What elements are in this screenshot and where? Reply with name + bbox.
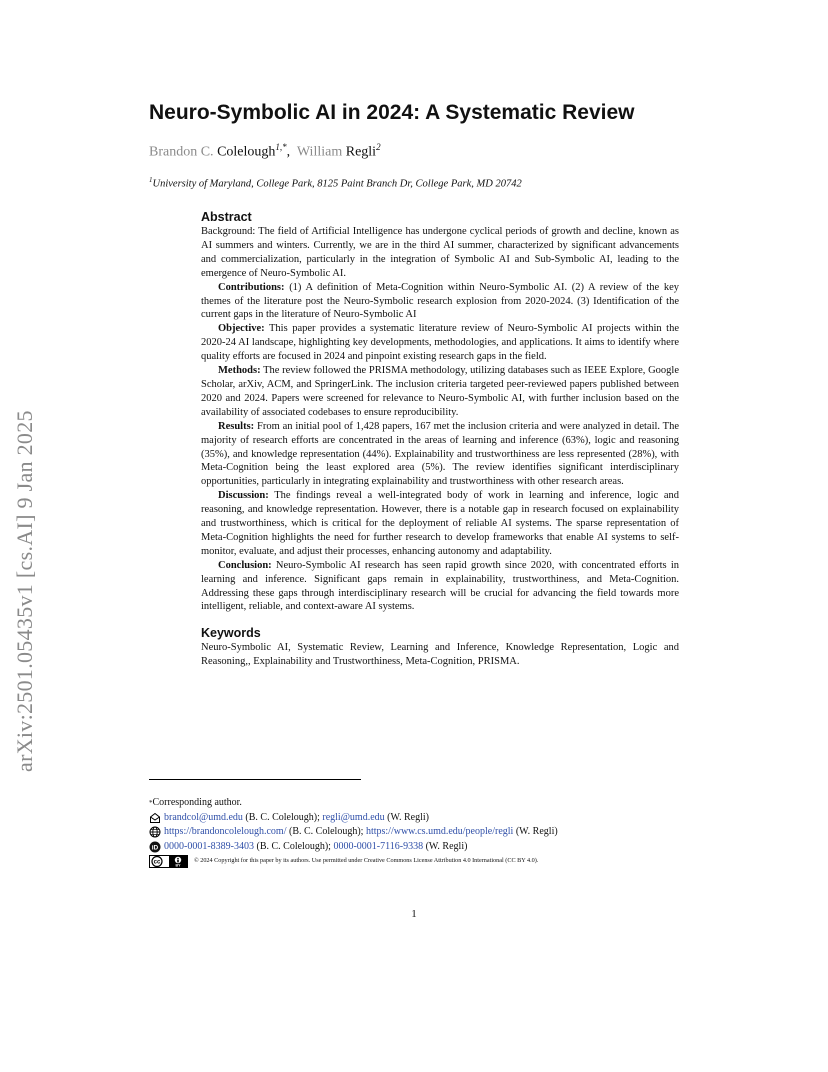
globe-icon [149, 826, 161, 838]
cc-by-icon [149, 855, 188, 868]
conclusion-label: Conclusion: [218, 559, 272, 571]
orcid-row [149, 840, 709, 855]
affiliation-mark: 1 [149, 176, 153, 184]
abstract-conclusion [201, 559, 679, 615]
author-list: Brandon C. Colelough$^{1,*}$, William Regli$^2$ [149, 142, 381, 160]
keywords-block [201, 626, 679, 669]
results-text: From an initial pool of 1,428 papers, 167 met the inclusion criteria and were analyzed in detail. The majority of research efforts are concentrated in the areas of learning and inference (63%), logic and reasoning (35%), and knowledge representation (44%). Explainability and trustworthiness are less represented (28%), with Meta-Cognition being the least explored area (5%). The review identifies significant interdisciplinary opportunities, particularly in integrating explainability and trustworthiness with other research areas. [201, 420, 680, 488]
keywords-heading: Keywords [201, 626, 261, 641]
keywords-text: Neuro-Symbolic AI, Systematic Review, Learning and Inference, Knowledge Representation, Logic and Reasoning,, Explainability and Trustworthiness, Meta-Cognition, PRISMA. [201, 642, 679, 668]
email-link-regli[interactable]: regli@umd.edu [322, 811, 385, 823]
cc-badge-sub: BY [175, 863, 181, 868]
abstract-methods [201, 364, 679, 420]
corresponding-text: Corresponding author. [152, 797, 242, 808]
abstract-heading: Abstract [201, 210, 252, 224]
conclusion-text: Neuro-Symbolic AI research has seen rapid growth since 2020, with concentrated efforts in learning and inference. Significant gaps remain in explainability, trustworthiness, and Meta-Cognition. Addressing these gaps through interdisciplinary research will be crucial for advancing the field towards more intelligent, reliable, and context-aware AI systems. [201, 559, 679, 613]
page-number: 1 [411, 908, 417, 920]
website-row [149, 825, 709, 840]
orcid-link-regli[interactable]: 0000-0001-7116-9338 [333, 840, 424, 852]
orcid-owner-regli: (W. Regli) [423, 840, 468, 852]
svg-text:iD: iD [151, 844, 159, 852]
website-link-regli[interactable]: https://www.cs.umd.edu/people/regli [365, 826, 514, 837]
abstract-background: Background: The field of Artificial Intelligence has undergone cyclical periods of growth and decline, known as AI summers and winters. Currently, we are in the third AI summer, characterized by significant advancements and commercialization, particularly in the integration of Symbolic AI and Sub-Symbolic AI, leading to the emergence of Neuro-Symbolic AI. [201, 226, 679, 279]
website-link-colelough[interactable]: https://brandoncolelough.com/ [164, 826, 287, 837]
arxiv-stamp: arXiv:2501.05435v1 [cs.AI] 9 Jan 2025 [12, 410, 37, 772]
orcid-icon [149, 841, 161, 853]
discussion-label: Discussion: [218, 490, 269, 502]
abstract-objective [201, 322, 679, 364]
discussion-text: The findings reveal a well-integrated body of work in learning and inference, logic and reasoning, and knowledge representation. However, there is a notable gap in research focused on explainability and trustworthiness, which is critical for the deployment of reliable AI systems. The sparse representation of Meta-Cognition highlights the need for further research to develop frameworks that enable AI systems to self-monitor, evaluate, and adjust their processes, enhancing autonomy and adaptability. [201, 490, 679, 557]
copyright-text: © 2024 Copyright for this paper by its authors. Use permitted under Creative Commons License Attribution 4.0 International (CC BY 4.0). [194, 857, 539, 864]
footnotes [149, 796, 709, 869]
methods-label: Methods: [218, 365, 261, 377]
affiliation [149, 176, 522, 190]
abstract-contributions [201, 281, 679, 323]
website-owner-colelough: (B. C. Colelough); [286, 826, 366, 837]
footnote-rule [149, 779, 361, 780]
abstract-discussion [201, 489, 679, 559]
email-row [149, 811, 709, 826]
email-owner-colelough: (B. C. Colelough); [242, 811, 323, 823]
author-1-given-name: Brandon C. [149, 144, 214, 160]
objective-label: Objective: [218, 323, 265, 335]
orcid-owner-colelough: (B. C. Colelough); [254, 840, 334, 852]
author-1-marks: 1,* [275, 142, 287, 152]
contributions-text: (1) A definition of Meta-Cognition within Neuro-Symbolic AI. (2) A review of the key themes of the literature post the Neuro-Symbolic research explosion from 2020-2024. (3) Identification of the current gaps in the literature of Neuro-Symbolic AI [201, 281, 680, 321]
author-2-given-name: William [296, 144, 343, 160]
abstract-block [201, 210, 679, 669]
copyright-row [149, 854, 709, 869]
affiliation-text: University of Maryland, College Park, 8125 Paint Branch Dr, College Park, MD 20742 [152, 178, 522, 190]
corresponding-mark: * [149, 799, 153, 807]
orcid-link-colelough[interactable]: 0000-0001-8389-3403 [164, 840, 254, 852]
paper-title: Neuro-Symbolic AI in 2024: A Systematic Review [149, 101, 635, 124]
methods-text: The review followed the PRISMA methodology, utilizing databases such as IEEE Explore, Google Scholar, arXiv, ACM, and SpringerLink. The inclusion criteria targeted peer-reviewed papers published between 2020 and 2024. Papers were screened for relevance to Neuro-Symbolic AI, with further inclusion based on the availability of associated codebases to ensure reproducibility. [201, 365, 679, 418]
results-label: Results: [218, 420, 255, 432]
author-1-family-name: Colelough [217, 144, 276, 160]
website-owner-regli: (W. Regli) [513, 826, 558, 837]
email-icon [149, 812, 161, 824]
cc-badge-label: cc [153, 859, 161, 866]
email-owner-regli: (W. Regli) [384, 811, 429, 823]
objective-text: This paper provides a systematic literature review of Neuro-Symbolic AI projects within the 2020-24 AI landscape, highlighting key developments, methodologies, and applications. It aims to identify where quality efforts are focused in 2024 and pinpoint existing research gaps in the field. [201, 323, 679, 363]
author-2-marks: 2 [376, 142, 381, 152]
corresponding-note [149, 796, 709, 811]
email-link-colelough[interactable]: brandcol@umd.edu [164, 811, 243, 823]
author-2-family-name: Regli [345, 144, 377, 160]
contributions-label: Contributions: [218, 281, 285, 293]
abstract-results [201, 420, 679, 490]
